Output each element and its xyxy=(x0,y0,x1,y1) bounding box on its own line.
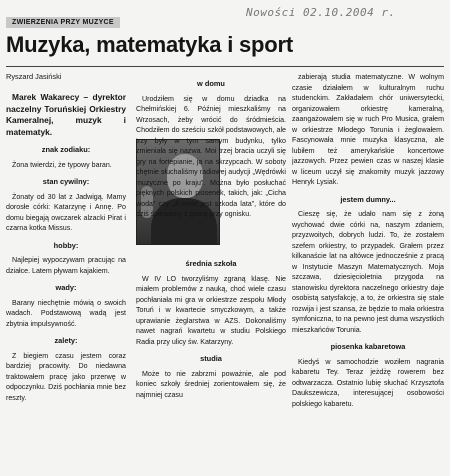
subhead-flaws: wady: xyxy=(55,283,77,292)
text-zodiac: Żona twierdzi, że typowy baran. xyxy=(12,160,112,169)
text-proud: Cieszę się, że udało nam się z żoną wychować dwie córki na, naszym zdaniem, przyzwoitych, dobrych ludzi. To, że zostałem szefem orkiestry, to przypadek. Grałem przez kilkanaście lat na altówce jednocześnie z pracą w Instytucie Maszyn Matematycznych. Moja szczawa, dziesięcioletnia przygoda na stanowisku dyrektora naczelnego orkiestry daje osobistą satysfakcję, a to, że orkiestra się stale rozwija i jest szansa, że będzie to mała orkiestra symfoniczna, to na pewno jest duma wszystkich mieszkańców Torunia. xyxy=(292,210,444,334)
text-hobby: Najlepiej wypoczywam pracując na działce. Latem pływam kajakiem. xyxy=(6,256,126,275)
section-kicker: ZWIERZENIA PRZY MUZYCE xyxy=(6,17,120,28)
author: Ryszard Jasiński xyxy=(6,72,62,81)
subhead-marital: stan cywilny: xyxy=(42,177,90,186)
text-studies-cont: zabierają studia matematyczne. W wolnym czasie działałem w kulturalnym ruchu studenckim. Zakładałem chór uniwersytecki, organizowałem orkiestrę kameralną, zaangażowałem się w ruch Pro Musica, grałem w orkiestrze Młodego Torunia i żeglowałem. Fascynowała mnie muzyka klasyczna, ale lubiłem też amerykańskie koncertowe jazzowych. Przez pewien czas w naszej klasie w liceum uczył się znakomity muzyk jazzowy Henryk Lysiak. xyxy=(292,73,444,186)
subhead-studies: studia xyxy=(200,354,222,363)
subhead-zodiac: znak zodiaku: xyxy=(41,145,91,154)
middle-column xyxy=(136,72,286,224)
text-flaws: Barany niechętnie mówią o swoich wadach. Podstawową wadą jest zbytnia impulsywność. xyxy=(6,298,126,328)
headline: Muzyka, matematyka i sport xyxy=(6,32,294,57)
lead-paragraph: Marek Wakarecy – dyrektor naczelny Toruńskiej Orkiestry Kameralnej, muzyk i matematyk. xyxy=(6,92,126,137)
text-highschool: W IV LO tworzyliśmy zgraną klasę. Nie miałem problemów z nauką, choć wiele czasu pochłaniała mi gra w orkiestrze zespołu Młody Toruń i w kwartecie smyczkowym, a także uprawianie żeglarstwa w AZS. Dokonaliśmy nawet nagrań kwartetu w studiu Polskiego Radia przy ulicy św. Katarzyny. xyxy=(136,274,286,346)
left-column xyxy=(6,92,126,407)
text-studies: Może to nie zabrzmi poważnie, ale pod koniec szkoły średniej zorientowałem się, że najmniej czasu xyxy=(136,369,286,399)
subhead-proud: jestem dumny... xyxy=(340,194,396,204)
subhead-highschool: średnia szkoła xyxy=(185,259,237,268)
text-marital: Żonaty od 30 lat z Jadwigą. Mamy dorosłe córki: Katarzynę i Annę. Po domu biegają owczarek alzacki Pirat i czarna kotka Missus. xyxy=(6,192,126,232)
text-cabaret: Kiedyś w samochodzie woziłem nagrania kabaretu Tey. Teraz jeżdżę rowerem bez odtwarzacza. Ostatnio lubię słuchać Krzysztofa Daukszewicza, interesującej osobowości polskiego kabaretu. xyxy=(292,357,444,408)
headline-rule xyxy=(6,66,444,67)
subhead-home: w domu xyxy=(197,79,225,88)
middle-column-lower xyxy=(136,252,286,404)
text-virtues: Z biegiem czasu jestem coraz bardziej pracowity. Do niedawna traktowałem pracę jako przerwę w odpoczynku. Dziś pochłania mnie bez reszty. xyxy=(6,351,126,402)
handwritten-date: Nowości 02.10.2004 r. xyxy=(246,6,396,19)
subhead-hobby: hobby: xyxy=(53,240,79,250)
text-home: Urodziłem się w domu dziadka na Chełmińskiej 6. Później mieszkaliśmy na Wrzosach, żeby wrócić do śródmieścia. Chodziłem do sześciu szkół podstawowych, ale trzy były w tym samym budynku, tylko zmieniała się nazwa. Moi trzej bracia uczyli się gry na fortepianie, ja na skrzypcach. W soboty chętnie słuchaliśmy radiowej audycji „Wędrówki muzyczne po kraju”. Można było posłuchać pięknych polskich piosenek, takich, jak: „Cicha woda” czy „A mnie jest szkoda lata”, które do dziś śpiewamy z gitarą przy ognisku. xyxy=(136,94,286,218)
subhead-cabaret: piosenka kabaretowa xyxy=(330,342,406,351)
subhead-virtues: zalety: xyxy=(54,336,78,345)
right-column xyxy=(292,72,444,413)
